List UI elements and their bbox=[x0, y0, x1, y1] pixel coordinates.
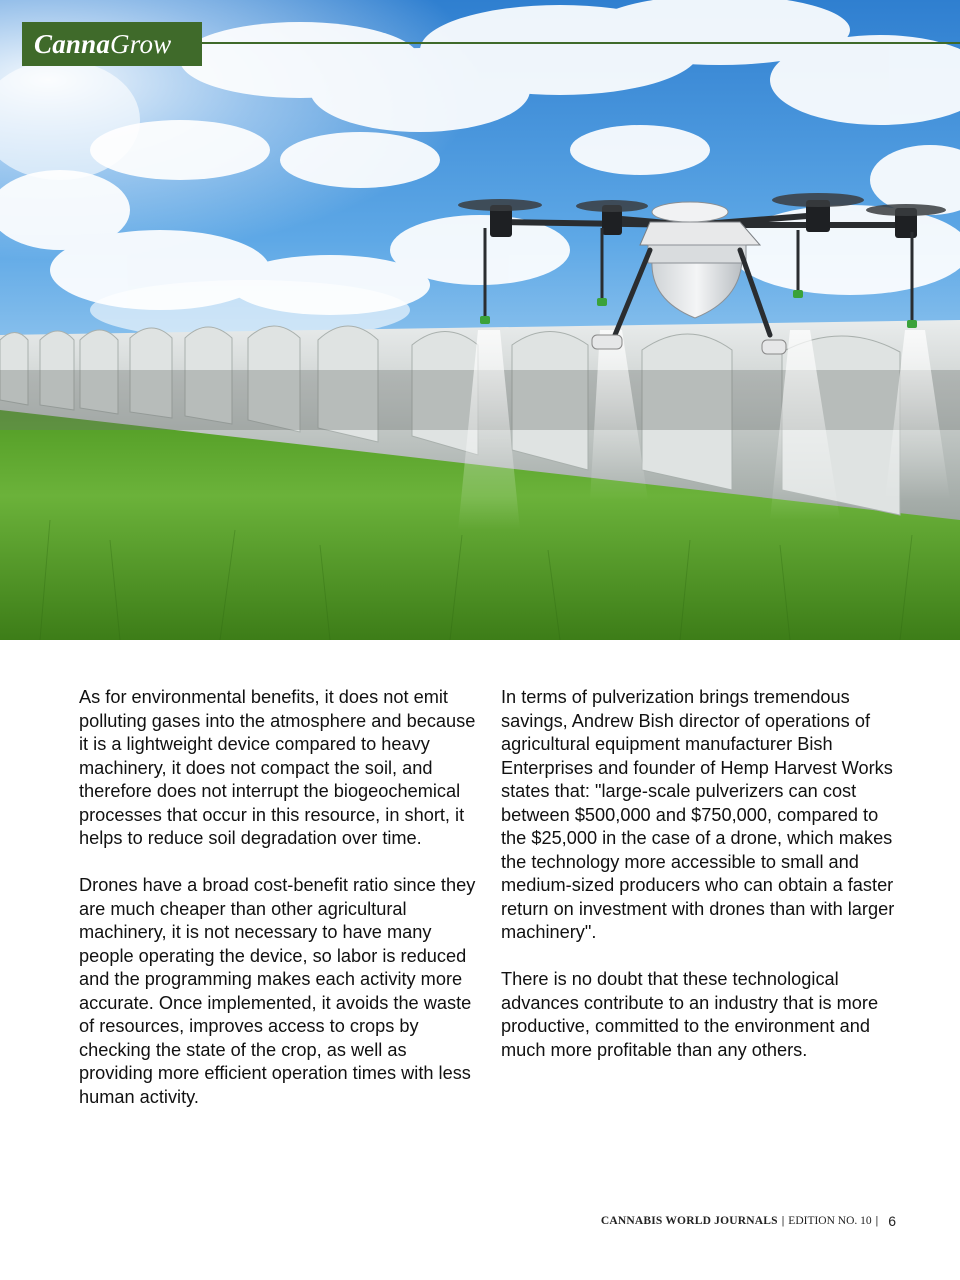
page-number: 6 bbox=[888, 1213, 896, 1229]
brand-name-part1: Canna bbox=[34, 28, 111, 59]
article-paragraph: As for environmental benefits, it does not emit polluting gases into the atmosphere and because it is a lightweight device compared to heavy machinery, it does not compact the soil, and therefore does not interrupt the biogeochemical processes that occur in this resource, in short, it helps to reduce soil degradation over time. bbox=[79, 687, 476, 848]
article-right-column bbox=[501, 686, 901, 1086]
page-footer bbox=[601, 1213, 896, 1229]
section-brand-tab bbox=[22, 22, 202, 66]
article-left-column bbox=[79, 686, 484, 1133]
brand-name-part2: Grow bbox=[110, 28, 172, 59]
article-paragraph: There is no doubt that these technological advances contribute to an industry that is more productive, committed to the environment and much more profitable than any others. bbox=[501, 969, 879, 1060]
article-paragraph: In terms of pulverization brings tremendous savings, Andrew Bish director of operations of agricultural equipment manufacturer Bish Enterprises and founder of Hemp Harvest Works states that: "large-scale pulverizers can cost between $500,000 and $750,000, compared to the $25,000 in the case of a drone, which makes the technology more accessible to small and medium-sized producers who can obtain a faster return on investment with drones than with larger machinery". bbox=[501, 687, 895, 942]
edition-label: EDITION NO. 10 bbox=[788, 1215, 872, 1227]
article-paragraph: Drones have a broad cost-benefit ratio since they are much cheaper than other agricultural machinery, it is not necessary to have many people operating the device, so labor is reduced and the programming makes each activity more accurate. Once implemented, it avoids the waste of resources, improves access to crops by checking the state of the crop, as well as providing more efficient operation times with less human activity. bbox=[79, 875, 476, 1107]
page-separator: | bbox=[875, 1215, 879, 1227]
publication-name: CANNABIS WORLD JOURNALS bbox=[600, 1215, 778, 1227]
footer-separator: | bbox=[781, 1215, 785, 1227]
header-rule bbox=[202, 42, 960, 44]
